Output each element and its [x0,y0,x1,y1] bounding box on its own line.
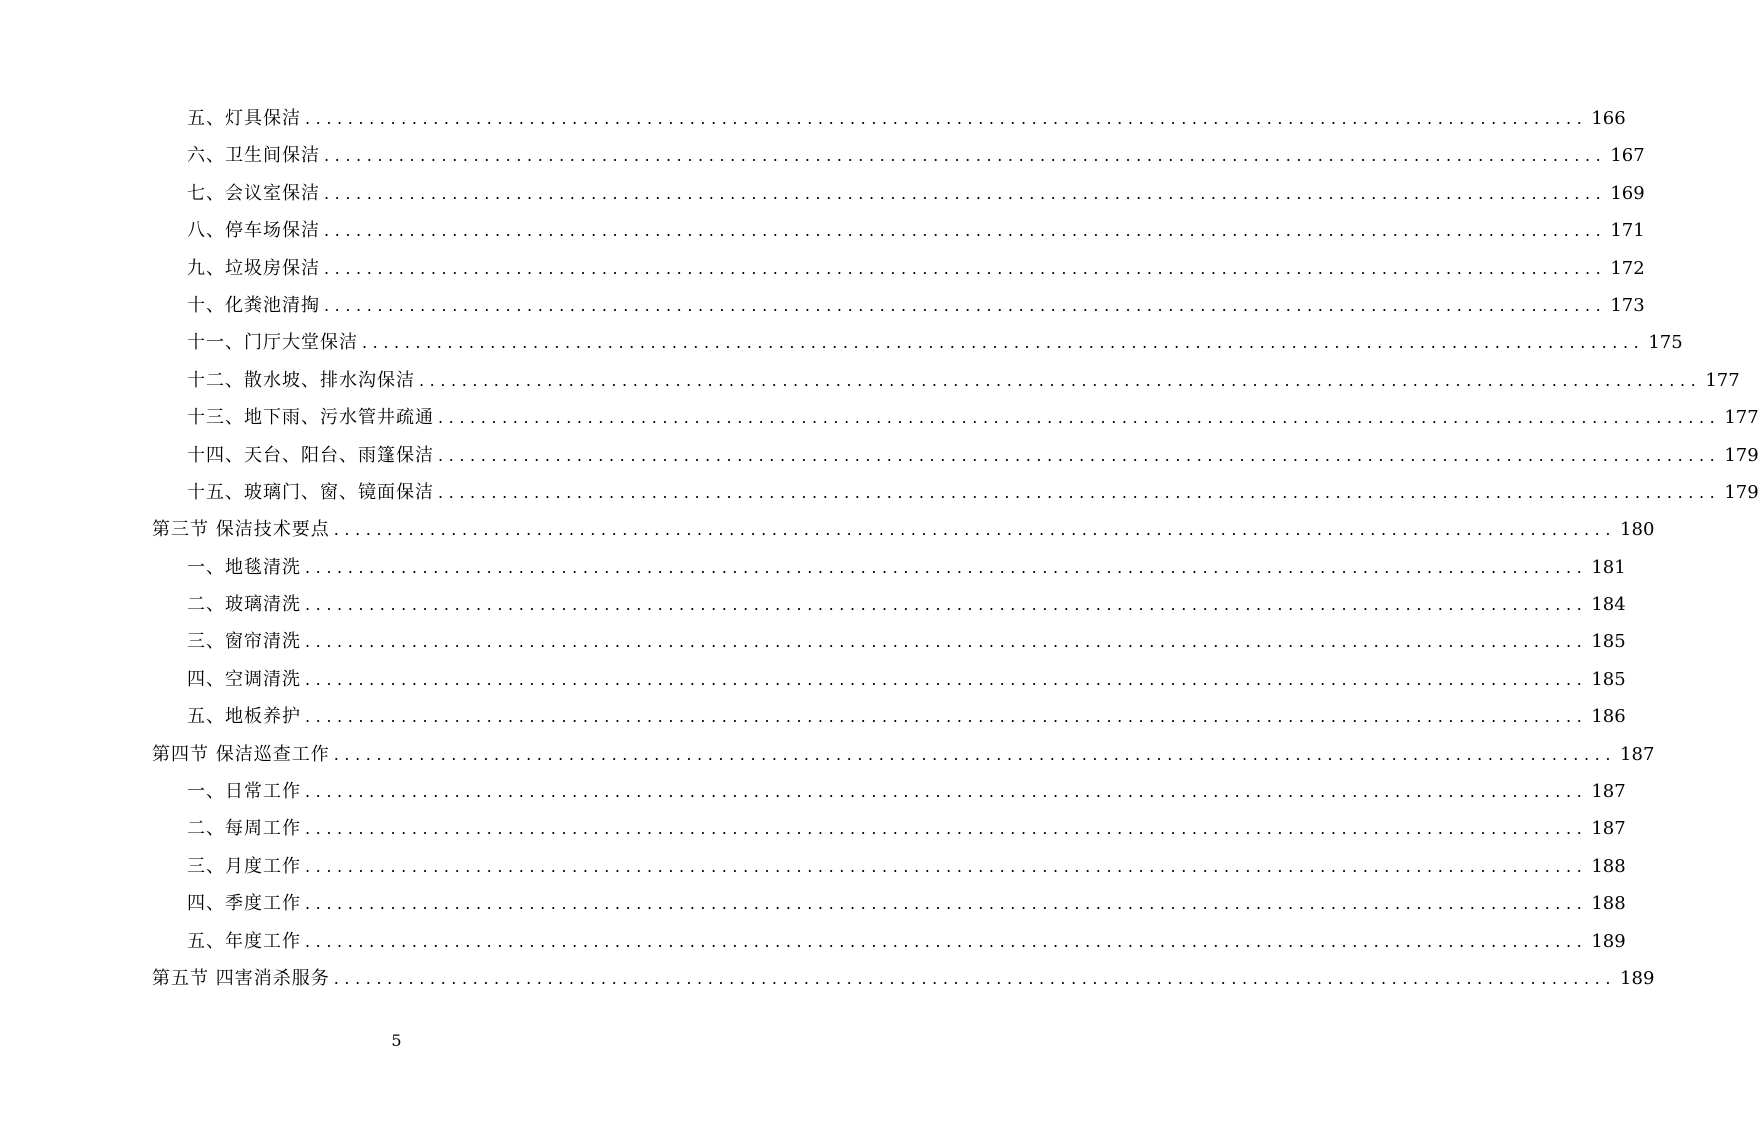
toc-entry-title: 十四、天台、阳台、雨篷保洁 [187,444,434,466]
toc-dot-leader: ........................................................................................................................ [305,632,1588,652]
toc-entry-line [152,967,1655,991]
toc-entry [0,698,1626,735]
toc-entry [0,885,1626,922]
toc-dot-leader: ........................................................................................................................ [438,408,1721,428]
toc-dot-leader: ........................................................................................................................ [305,109,1588,128]
toc-entry-page: 173 [1610,294,1645,316]
toc-entry-page: 180 [1620,519,1655,541]
toc-entry-line [187,406,1759,430]
toc-dot-leader: ........................................................................................................................ [324,146,1607,166]
toc-entry [0,474,1759,511]
toc-entry [0,923,1626,960]
toc-entry [0,810,1626,847]
toc-entry-line [187,444,1759,468]
toc-dot-leader: ........................................................................................................................ [305,707,1588,727]
toc-entry-title: 第五节 四害消杀服务 [152,967,330,989]
toc-entry [0,549,1626,586]
toc-entry-title: 十五、玻璃门、窗、镜面保洁 [187,481,434,503]
toc-entry [0,399,1759,436]
toc-entry-title: 四、空调清洗 [187,668,301,690]
toc-entry [0,437,1759,474]
toc-entry-page: 188 [1591,855,1626,877]
toc-dot-leader: ........................................................................................................................ [305,819,1588,839]
toc-entry [0,623,1626,660]
toc-entry-title: 一、日常工作 [187,781,301,803]
toc-entry-page: 177 [1705,369,1740,391]
toc-entry-page: 166 [1591,108,1626,129]
toc-entry-page: 185 [1591,631,1626,653]
toc-entry-page: 179 [1724,481,1759,503]
toc-dot-leader: ........................................................................................................................ [305,669,1588,689]
toc-dot-leader: ........................................................................................................................ [305,557,1588,577]
toc-entry [0,100,1626,137]
toc-entry [0,250,1645,287]
toc-entry-title: 四、季度工作 [187,893,301,915]
toc-entry-line [187,892,1626,916]
toc-dot-leader: ........................................................................................................................ [362,333,1645,353]
toc-entry-title: 十、化粪池清掏 [187,294,320,316]
toc-entry-line [187,294,1645,318]
toc-entry-line [187,556,1626,580]
toc-dot-leader: ........................................................................................................................ [333,968,1617,988]
toc-entry [0,362,1740,399]
toc-dot-leader: ........................................................................................................................ [438,445,1721,465]
toc-entry-page: 177 [1724,407,1759,429]
toc-entry-line [187,369,1740,393]
toc-entry-line [187,780,1626,804]
toc-dot-leader: ........................................................................................................................ [305,894,1588,914]
toc-entry-title: 十一、门厅大堂保洁 [187,332,358,354]
toc-entry-line [187,668,1626,692]
toc-dot-leader: ........................................................................................................................ [333,520,1617,540]
toc-entry-title: 三、月度工作 [187,855,301,877]
toc-dot-leader: ........................................................................................................................ [324,221,1607,241]
toc-entry-page: 179 [1724,444,1759,466]
toc-entry-title: 五、年度工作 [187,930,301,952]
toc-entry-line [187,144,1645,168]
toc-entry-page: 187 [1591,818,1626,840]
toc-entry-page: 186 [1591,706,1626,728]
toc-entry-line [187,930,1626,954]
toc-entry-page: 175 [1648,332,1683,354]
toc-entry-title: 三、窗帘清洗 [187,631,301,653]
toc-dot-leader: ........................................................................................................................ [305,931,1588,951]
toc-entry-title: 十二、散水坡、排水沟保洁 [187,369,415,391]
toc-entry-title: 八、停车场保洁 [187,220,320,242]
toc-entry-line [152,743,1655,767]
toc-entry-page: 184 [1591,594,1626,616]
toc-entry-title: 七、会议室保洁 [187,182,320,204]
toc-section-entry [0,736,1655,773]
toc-entry-page: 167 [1610,145,1645,167]
toc-entry-page: 188 [1591,893,1626,915]
toc-section-entry [0,960,1655,997]
toc-dot-leader: ........................................................................................................................ [305,595,1588,615]
toc-entry [0,661,1626,698]
toc-entry-line [187,219,1645,243]
toc-entry-page: 185 [1591,668,1626,690]
toc-dot-leader: ........................................................................................................................ [324,295,1607,315]
toc-entry-line [187,630,1626,654]
toc-dot-leader: ........................................................................................................................ [419,370,1702,390]
toc-entry-line [187,331,1683,355]
toc-section-entry [0,511,1655,548]
toc-entry [0,137,1645,174]
toc-entry-title: 九、垃圾房保洁 [187,257,320,279]
toc-entry-page: 172 [1610,257,1645,279]
toc-entry-line [187,817,1626,841]
toc-entry-page: 171 [1610,220,1645,242]
toc-dot-leader: ........................................................................................................................ [305,782,1588,802]
page-number: 5 [391,1031,402,1050]
toc-entry-line [187,107,1626,131]
toc-entry-page: 189 [1620,967,1655,989]
toc-entry-title: 五、灯具保洁 [187,108,301,129]
toc-entry [0,324,1683,361]
toc-dot-leader: ........................................................................................................................ [324,183,1607,203]
toc-entry-line [152,518,1655,542]
toc-entry-page: 181 [1591,556,1626,578]
toc-dot-leader: ........................................................................................................................ [305,856,1588,876]
toc-entry-line [187,182,1645,206]
toc-entry-title: 第四节 保洁巡查工作 [152,743,330,765]
toc-entry-title: 二、玻璃清洗 [187,594,301,616]
toc-entry-title: 二、每周工作 [187,818,301,840]
toc-dot-leader: ........................................................................................................................ [324,258,1607,278]
toc-entry-line [187,855,1626,879]
toc-entry-line [187,257,1645,281]
toc-entry-line [187,593,1626,617]
toc-entry [0,212,1645,249]
toc-entry-title: 五、地板养护 [187,706,301,728]
toc-entry [0,287,1645,324]
toc-dot-leader: ........................................................................................................................ [333,744,1617,764]
toc-entry [0,586,1626,623]
toc-entry-page: 189 [1591,930,1626,952]
toc-entry-title: 六、卫生间保洁 [187,145,320,167]
toc-entry-title: 一、地毯清洗 [187,556,301,578]
toc-entry [0,773,1626,810]
toc-dot-leader: ........................................................................................................................ [438,482,1721,502]
toc-entry-page: 187 [1620,743,1655,765]
toc-entry-line [187,705,1626,729]
toc-entry-title: 第三节 保洁技术要点 [152,519,330,541]
toc-entry-page: 169 [1610,182,1645,204]
toc-entry-line [187,481,1759,505]
toc-entry [0,175,1645,212]
toc-entry-title: 十三、地下雨、污水管井疏通 [187,407,434,429]
table-of-contents [0,100,1759,997]
toc-entry [0,848,1626,885]
toc-entry-page: 187 [1591,781,1626,803]
